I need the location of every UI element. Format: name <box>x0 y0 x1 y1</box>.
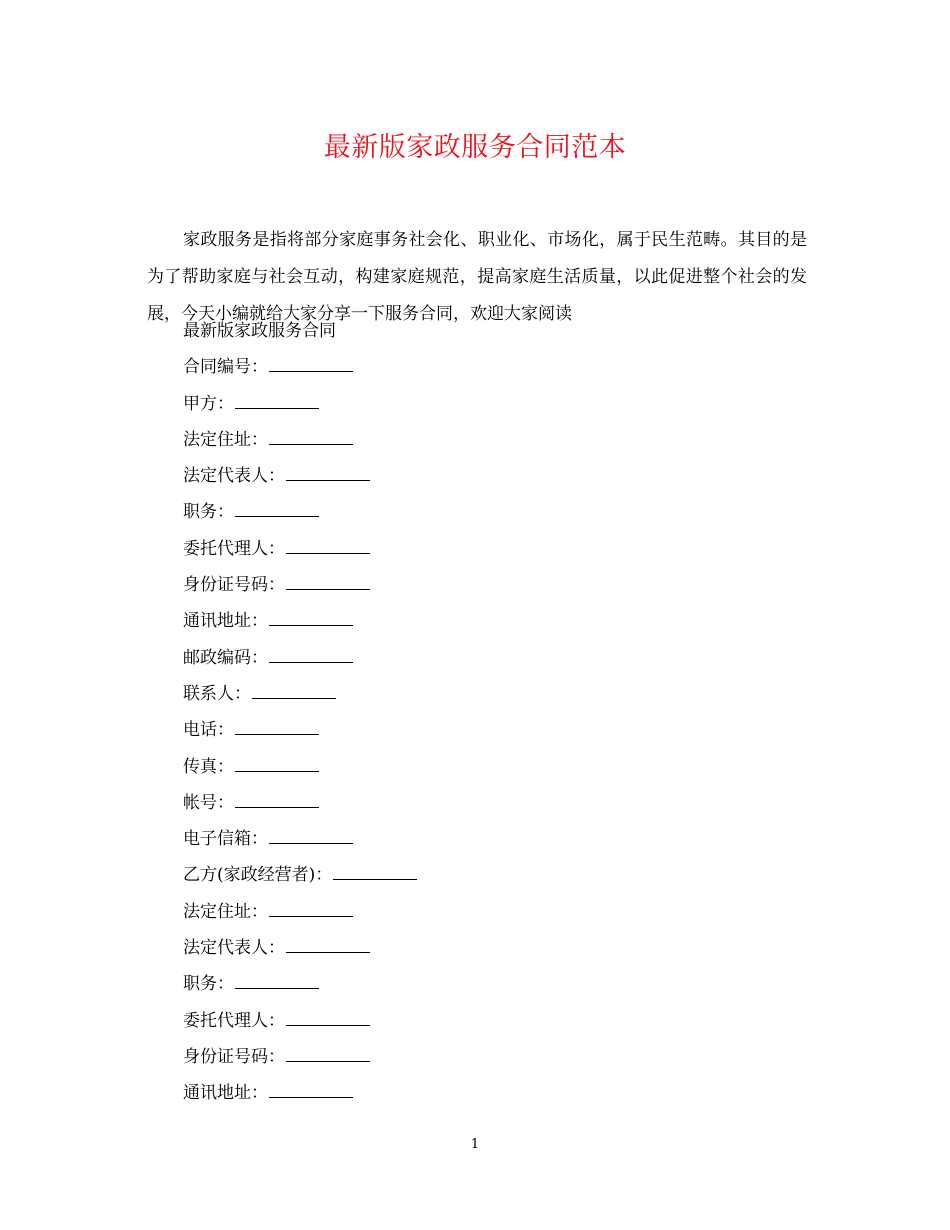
fill-in-blank <box>269 823 353 844</box>
field-row <box>183 712 783 748</box>
contract-field-list <box>183 313 783 1112</box>
field-label: 身份证号码： <box>183 575 285 596</box>
field-row <box>183 422 783 458</box>
fill-in-blank <box>286 569 370 590</box>
field-label: 法定住址： <box>183 901 268 922</box>
fill-in-blank <box>269 896 353 917</box>
field-label: 联系人： <box>183 683 251 704</box>
fill-in-blank <box>252 678 336 699</box>
field-label: 乙方(家政经营者)： <box>183 865 333 886</box>
field-label: 职务： <box>183 502 234 523</box>
field-label: 委托代理人： <box>183 538 285 559</box>
field-label: 委托代理人： <box>183 1010 285 1031</box>
field-label: 电子信箱： <box>183 829 268 850</box>
fill-in-blank <box>269 424 353 445</box>
field-row <box>183 676 783 712</box>
fill-in-blank <box>286 460 370 481</box>
fill-in-blank <box>235 751 319 772</box>
fill-in-blank <box>286 1005 370 1026</box>
intro-paragraph: 家政服务是指将部分家庭事务社会化、职业化、市场化，属于民生范畴。其目的是为了帮助家庭与社会互动，构建家庭规范，提高家庭生活质量，以此促进整个社会的发展，今天小编就给大家分享一下服务合同，欢迎大家阅读 <box>147 230 807 324</box>
field-row <box>183 640 783 676</box>
section-heading-text: 最新版家政服务合同 <box>183 321 336 341</box>
field-row <box>183 603 783 639</box>
field-label: 合同编号： <box>183 357 268 378</box>
field-label: 通讯地址： <box>183 1083 268 1104</box>
field-label: 帐号： <box>183 792 234 813</box>
field-label: 传真： <box>183 756 234 777</box>
fill-in-blank <box>269 642 353 663</box>
fill-in-blank <box>286 533 370 554</box>
field-label: 法定代表人： <box>183 466 285 487</box>
fill-in-blank <box>286 932 370 953</box>
field-row <box>183 1003 783 1039</box>
section-heading <box>183 313 783 349</box>
field-row <box>183 1039 783 1075</box>
fill-in-blank <box>286 1041 370 1062</box>
field-row <box>183 821 783 857</box>
field-row <box>183 458 783 494</box>
field-label: 电话： <box>183 720 234 741</box>
page-number: 1 <box>470 1137 480 1152</box>
field-label: 法定住址： <box>183 429 268 450</box>
fill-in-blank <box>269 1077 353 1098</box>
fill-in-blank <box>235 496 319 517</box>
field-label: 甲方： <box>183 393 234 414</box>
fill-in-blank <box>235 714 319 735</box>
field-row <box>183 494 783 530</box>
field-label: 身份证号码： <box>183 1046 285 1067</box>
fill-in-blank <box>235 968 319 989</box>
fill-in-blank <box>269 605 353 626</box>
field-row <box>183 386 783 422</box>
fill-in-blank <box>235 388 319 409</box>
field-label: 邮政编码： <box>183 647 268 668</box>
fill-in-blank <box>269 351 353 372</box>
field-label: 通讯地址： <box>183 611 268 632</box>
field-row <box>183 930 783 966</box>
fill-in-blank <box>235 787 319 808</box>
fill-in-blank <box>333 859 417 880</box>
document-title: 最新版家政服务合同范本 <box>323 132 627 163</box>
field-row <box>183 349 783 385</box>
field-row <box>183 567 783 603</box>
field-label: 法定代表人： <box>183 938 285 959</box>
field-row <box>183 785 783 821</box>
field-row <box>183 749 783 785</box>
field-row <box>183 857 783 893</box>
field-row <box>183 1075 783 1111</box>
field-row <box>183 894 783 930</box>
field-row <box>183 531 783 567</box>
field-row <box>183 966 783 1002</box>
field-label: 职务： <box>183 974 234 995</box>
